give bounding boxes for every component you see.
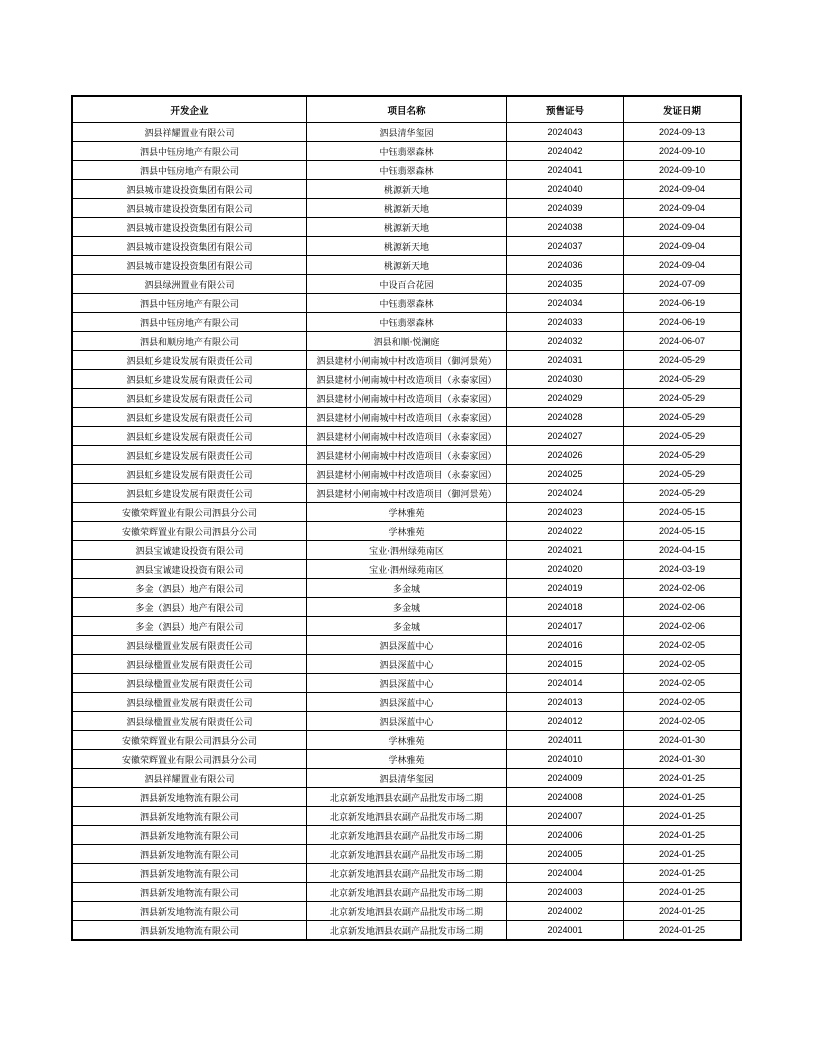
cell-issue-date: 2024-02-05 xyxy=(624,693,741,712)
cell-project-name: 泗县建材小闸南城中村改造项目（永泰家园） xyxy=(307,446,507,465)
table-row xyxy=(73,503,741,522)
cell-project-name: 桃源新天地 xyxy=(307,256,507,275)
cell-permit-number: 2024012 xyxy=(507,712,624,731)
cell-developer: 安徽荣辉置业有限公司泗县分公司 xyxy=(73,522,307,541)
cell-project-name: 桃源新天地 xyxy=(307,199,507,218)
cell-developer: 泗县虹乡建设发展有限责任公司 xyxy=(73,484,307,503)
cell-issue-date: 2024-02-06 xyxy=(624,617,741,636)
cell-project-name: 学林雅苑 xyxy=(307,522,507,541)
cell-issue-date: 2024-01-25 xyxy=(624,921,741,940)
cell-developer: 泗县城市建设投资集团有限公司 xyxy=(73,237,307,256)
cell-issue-date: 2024-09-04 xyxy=(624,237,741,256)
cell-permit-number: 2024002 xyxy=(507,902,624,921)
cell-permit-number: 2024024 xyxy=(507,484,624,503)
cell-developer: 多金（泗县）地产有限公司 xyxy=(73,579,307,598)
cell-project-name: 中设百合花园 xyxy=(307,275,507,294)
cell-developer: 泗县绿楹置业发展有限责任公司 xyxy=(73,712,307,731)
cell-issue-date: 2024-01-25 xyxy=(624,769,741,788)
header-developer: 开发企业 xyxy=(73,97,307,123)
cell-permit-number: 2024008 xyxy=(507,788,624,807)
cell-project-name: 多金城 xyxy=(307,598,507,617)
table-row xyxy=(73,294,741,313)
table-row xyxy=(73,465,741,484)
cell-developer: 泗县虹乡建设发展有限责任公司 xyxy=(73,389,307,408)
cell-issue-date: 2024-05-15 xyxy=(624,522,741,541)
table-row xyxy=(73,617,741,636)
cell-project-name: 多金城 xyxy=(307,579,507,598)
cell-permit-number: 2024033 xyxy=(507,313,624,332)
cell-project-name: 泗县建材小闸南城中村改造项目（御河景苑） xyxy=(307,351,507,370)
cell-permit-number: 2024043 xyxy=(507,123,624,142)
cell-permit-number: 2024011 xyxy=(507,731,624,750)
cell-project-name: 北京新发地泗县农副产品批发市场二期 xyxy=(307,788,507,807)
cell-project-name: 北京新发地泗县农副产品批发市场二期 xyxy=(307,826,507,845)
table-row xyxy=(73,883,741,902)
cell-developer: 泗县祥耀置业有限公司 xyxy=(73,123,307,142)
table-row xyxy=(73,218,741,237)
table-row xyxy=(73,541,741,560)
cell-issue-date: 2024-09-04 xyxy=(624,180,741,199)
table-row xyxy=(73,902,741,921)
cell-issue-date: 2024-06-19 xyxy=(624,294,741,313)
cell-issue-date: 2024-02-06 xyxy=(624,579,741,598)
cell-issue-date: 2024-04-15 xyxy=(624,541,741,560)
cell-issue-date: 2024-03-19 xyxy=(624,560,741,579)
table-row xyxy=(73,750,741,769)
cell-permit-number: 2024021 xyxy=(507,541,624,560)
document-page xyxy=(72,96,740,940)
cell-developer: 泗县新发地物流有限公司 xyxy=(73,864,307,883)
table-row xyxy=(73,199,741,218)
table-row xyxy=(73,598,741,617)
cell-issue-date: 2024-05-15 xyxy=(624,503,741,522)
cell-permit-number: 2024035 xyxy=(507,275,624,294)
cell-developer: 泗县绿楹置业发展有限责任公司 xyxy=(73,655,307,674)
table-row xyxy=(73,370,741,389)
cell-issue-date: 2024-02-05 xyxy=(624,655,741,674)
table-row xyxy=(73,845,741,864)
cell-issue-date: 2024-05-29 xyxy=(624,351,741,370)
cell-issue-date: 2024-02-06 xyxy=(624,598,741,617)
cell-issue-date: 2024-09-04 xyxy=(624,256,741,275)
cell-developer: 泗县新发地物流有限公司 xyxy=(73,902,307,921)
cell-developer: 泗县祥耀置业有限公司 xyxy=(73,769,307,788)
cell-project-name: 泗县清华玺园 xyxy=(307,123,507,142)
cell-developer: 泗县虹乡建设发展有限责任公司 xyxy=(73,370,307,389)
cell-project-name: 宝业·泗州绿苑南区 xyxy=(307,541,507,560)
cell-issue-date: 2024-02-05 xyxy=(624,674,741,693)
cell-developer: 泗县虹乡建设发展有限责任公司 xyxy=(73,446,307,465)
cell-project-name: 泗县深蓝中心 xyxy=(307,636,507,655)
cell-permit-number: 2024037 xyxy=(507,237,624,256)
cell-permit-number: 2024010 xyxy=(507,750,624,769)
cell-project-name: 北京新发地泗县农副产品批发市场二期 xyxy=(307,902,507,921)
table-row xyxy=(73,313,741,332)
cell-issue-date: 2024-01-25 xyxy=(624,902,741,921)
cell-project-name: 北京新发地泗县农副产品批发市场二期 xyxy=(307,864,507,883)
table-row xyxy=(73,636,741,655)
cell-permit-number: 2024025 xyxy=(507,465,624,484)
table-row xyxy=(73,351,741,370)
table-row xyxy=(73,142,741,161)
cell-project-name: 北京新发地泗县农副产品批发市场二期 xyxy=(307,807,507,826)
cell-developer: 泗县中钰房地产有限公司 xyxy=(73,161,307,180)
cell-permit-number: 2024006 xyxy=(507,826,624,845)
cell-permit-number: 2024007 xyxy=(507,807,624,826)
cell-issue-date: 2024-01-25 xyxy=(624,864,741,883)
table-row xyxy=(73,484,741,503)
table-row xyxy=(73,826,741,845)
cell-issue-date: 2024-05-29 xyxy=(624,465,741,484)
cell-permit-number: 2024015 xyxy=(507,655,624,674)
cell-issue-date: 2024-05-29 xyxy=(624,389,741,408)
cell-issue-date: 2024-01-25 xyxy=(624,788,741,807)
cell-permit-number: 2024032 xyxy=(507,332,624,351)
cell-project-name: 泗县建材小闸南城中村改造项目（永泰家园） xyxy=(307,370,507,389)
cell-project-name: 桃源新天地 xyxy=(307,218,507,237)
table-row xyxy=(73,446,741,465)
header-project-name: 项目名称 xyxy=(307,97,507,123)
cell-issue-date: 2024-02-05 xyxy=(624,712,741,731)
table-header-row xyxy=(73,97,741,123)
cell-permit-number: 2024022 xyxy=(507,522,624,541)
table-body xyxy=(73,123,741,940)
cell-developer: 泗县绿楹置业发展有限责任公司 xyxy=(73,636,307,655)
table-row xyxy=(73,769,741,788)
cell-permit-number: 2024026 xyxy=(507,446,624,465)
cell-project-name: 泗县和顺·悦澜庭 xyxy=(307,332,507,351)
cell-issue-date: 2024-01-25 xyxy=(624,883,741,902)
cell-project-name: 学林雅苑 xyxy=(307,731,507,750)
presale-permit-table xyxy=(72,96,741,940)
cell-developer: 泗县新发地物流有限公司 xyxy=(73,788,307,807)
cell-permit-number: 2024036 xyxy=(507,256,624,275)
cell-project-name: 多金城 xyxy=(307,617,507,636)
table-row xyxy=(73,731,741,750)
cell-developer: 泗县宝诚建设投资有限公司 xyxy=(73,541,307,560)
table-row xyxy=(73,123,741,142)
cell-project-name: 泗县深蓝中心 xyxy=(307,712,507,731)
cell-developer: 泗县新发地物流有限公司 xyxy=(73,826,307,845)
table-row xyxy=(73,332,741,351)
cell-project-name: 宝业·泗州绿苑南区 xyxy=(307,560,507,579)
table-row xyxy=(73,693,741,712)
cell-permit-number: 2024031 xyxy=(507,351,624,370)
cell-project-name: 北京新发地泗县农副产品批发市场二期 xyxy=(307,845,507,864)
cell-permit-number: 2024041 xyxy=(507,161,624,180)
cell-developer: 泗县中钰房地产有限公司 xyxy=(73,142,307,161)
cell-developer: 泗县中钰房地产有限公司 xyxy=(73,294,307,313)
cell-developer: 泗县宝诚建设投资有限公司 xyxy=(73,560,307,579)
cell-project-name: 泗县建材小闸南城中村改造项目（永泰家园） xyxy=(307,465,507,484)
cell-project-name: 中钰翡翠森林 xyxy=(307,161,507,180)
cell-project-name: 桃源新天地 xyxy=(307,237,507,256)
table-row xyxy=(73,560,741,579)
cell-developer: 泗县中钰房地产有限公司 xyxy=(73,313,307,332)
cell-issue-date: 2024-06-07 xyxy=(624,332,741,351)
table-row xyxy=(73,389,741,408)
cell-project-name: 泗县深蓝中心 xyxy=(307,674,507,693)
cell-issue-date: 2024-07-09 xyxy=(624,275,741,294)
cell-developer: 多金（泗县）地产有限公司 xyxy=(73,617,307,636)
table-row xyxy=(73,788,741,807)
table-row xyxy=(73,256,741,275)
cell-permit-number: 2024005 xyxy=(507,845,624,864)
cell-developer: 泗县虹乡建设发展有限责任公司 xyxy=(73,408,307,427)
cell-permit-number: 2024030 xyxy=(507,370,624,389)
cell-issue-date: 2024-05-29 xyxy=(624,484,741,503)
table-row xyxy=(73,275,741,294)
table-row xyxy=(73,180,741,199)
cell-developer: 多金（泗县）地产有限公司 xyxy=(73,598,307,617)
cell-developer: 安徽荣辉置业有限公司泗县分公司 xyxy=(73,503,307,522)
cell-permit-number: 2024016 xyxy=(507,636,624,655)
cell-project-name: 北京新发地泗县农副产品批发市场二期 xyxy=(307,921,507,940)
cell-issue-date: 2024-05-29 xyxy=(624,427,741,446)
cell-developer: 泗县绿楹置业发展有限责任公司 xyxy=(73,674,307,693)
cell-developer: 泗县新发地物流有限公司 xyxy=(73,807,307,826)
table-row xyxy=(73,579,741,598)
cell-project-name: 泗县清华玺园 xyxy=(307,769,507,788)
cell-project-name: 泗县深蓝中心 xyxy=(307,693,507,712)
cell-developer: 泗县新发地物流有限公司 xyxy=(73,921,307,940)
table-row xyxy=(73,655,741,674)
table-row xyxy=(73,921,741,940)
table-row xyxy=(73,807,741,826)
cell-permit-number: 2024017 xyxy=(507,617,624,636)
table-row xyxy=(73,864,741,883)
cell-developer: 安徽荣辉置业有限公司泗县分公司 xyxy=(73,750,307,769)
cell-developer: 泗县城市建设投资集团有限公司 xyxy=(73,199,307,218)
cell-project-name: 中钰翡翠森林 xyxy=(307,142,507,161)
cell-project-name: 泗县建材小闸南城中村改造项目（永泰家园） xyxy=(307,427,507,446)
cell-permit-number: 2024004 xyxy=(507,864,624,883)
cell-issue-date: 2024-01-25 xyxy=(624,807,741,826)
cell-issue-date: 2024-01-30 xyxy=(624,750,741,769)
cell-issue-date: 2024-01-25 xyxy=(624,826,741,845)
cell-permit-number: 2024042 xyxy=(507,142,624,161)
cell-project-name: 泗县深蓝中心 xyxy=(307,655,507,674)
cell-permit-number: 2024039 xyxy=(507,199,624,218)
cell-permit-number: 2024034 xyxy=(507,294,624,313)
cell-developer: 泗县绿洲置业有限公司 xyxy=(73,275,307,294)
cell-permit-number: 2024023 xyxy=(507,503,624,522)
cell-issue-date: 2024-09-04 xyxy=(624,199,741,218)
cell-issue-date: 2024-05-29 xyxy=(624,408,741,427)
table-row xyxy=(73,408,741,427)
cell-project-name: 学林雅苑 xyxy=(307,750,507,769)
cell-project-name: 泗县建材小闸南城中村改造项目（御河景苑） xyxy=(307,484,507,503)
cell-permit-number: 2024028 xyxy=(507,408,624,427)
cell-developer: 泗县城市建设投资集团有限公司 xyxy=(73,256,307,275)
cell-project-name: 中钰翡翠森林 xyxy=(307,313,507,332)
cell-permit-number: 2024040 xyxy=(507,180,624,199)
cell-permit-number: 2024001 xyxy=(507,921,624,940)
cell-permit-number: 2024013 xyxy=(507,693,624,712)
cell-issue-date: 2024-09-04 xyxy=(624,218,741,237)
cell-issue-date: 2024-09-10 xyxy=(624,142,741,161)
cell-issue-date: 2024-01-25 xyxy=(624,845,741,864)
cell-developer: 泗县和顺房地产有限公司 xyxy=(73,332,307,351)
cell-issue-date: 2024-05-29 xyxy=(624,446,741,465)
cell-project-name: 学林雅苑 xyxy=(307,503,507,522)
cell-developer: 安徽荣辉置业有限公司泗县分公司 xyxy=(73,731,307,750)
cell-issue-date: 2024-02-05 xyxy=(624,636,741,655)
cell-developer: 泗县虹乡建设发展有限责任公司 xyxy=(73,465,307,484)
table-row xyxy=(73,712,741,731)
header-issue-date: 发证日期 xyxy=(624,97,741,123)
cell-permit-number: 2024029 xyxy=(507,389,624,408)
table-row xyxy=(73,161,741,180)
cell-developer: 泗县城市建设投资集团有限公司 xyxy=(73,218,307,237)
cell-developer: 泗县新发地物流有限公司 xyxy=(73,883,307,902)
table-row xyxy=(73,522,741,541)
cell-permit-number: 2024009 xyxy=(507,769,624,788)
cell-developer: 泗县绿楹置业发展有限责任公司 xyxy=(73,693,307,712)
cell-issue-date: 2024-01-30 xyxy=(624,731,741,750)
cell-permit-number: 2024019 xyxy=(507,579,624,598)
cell-project-name: 桃源新天地 xyxy=(307,180,507,199)
cell-permit-number: 2024018 xyxy=(507,598,624,617)
cell-issue-date: 2024-09-13 xyxy=(624,123,741,142)
cell-project-name: 泗县建材小闸南城中村改造项目（永泰家园） xyxy=(307,389,507,408)
cell-issue-date: 2024-06-19 xyxy=(624,313,741,332)
cell-issue-date: 2024-09-10 xyxy=(624,161,741,180)
table-row xyxy=(73,427,741,446)
cell-project-name: 泗县建材小闸南城中村改造项目（永泰家园） xyxy=(307,408,507,427)
cell-project-name: 北京新发地泗县农副产品批发市场二期 xyxy=(307,883,507,902)
cell-developer: 泗县城市建设投资集团有限公司 xyxy=(73,180,307,199)
cell-permit-number: 2024003 xyxy=(507,883,624,902)
table-row xyxy=(73,237,741,256)
cell-permit-number: 2024038 xyxy=(507,218,624,237)
cell-issue-date: 2024-05-29 xyxy=(624,370,741,389)
cell-developer: 泗县虹乡建设发展有限责任公司 xyxy=(73,427,307,446)
cell-project-name: 中钰翡翠森林 xyxy=(307,294,507,313)
cell-developer: 泗县虹乡建设发展有限责任公司 xyxy=(73,351,307,370)
cell-permit-number: 2024020 xyxy=(507,560,624,579)
table-row xyxy=(73,674,741,693)
cell-permit-number: 2024027 xyxy=(507,427,624,446)
cell-permit-number: 2024014 xyxy=(507,674,624,693)
header-permit-number: 预售证号 xyxy=(507,97,624,123)
cell-developer: 泗县新发地物流有限公司 xyxy=(73,845,307,864)
